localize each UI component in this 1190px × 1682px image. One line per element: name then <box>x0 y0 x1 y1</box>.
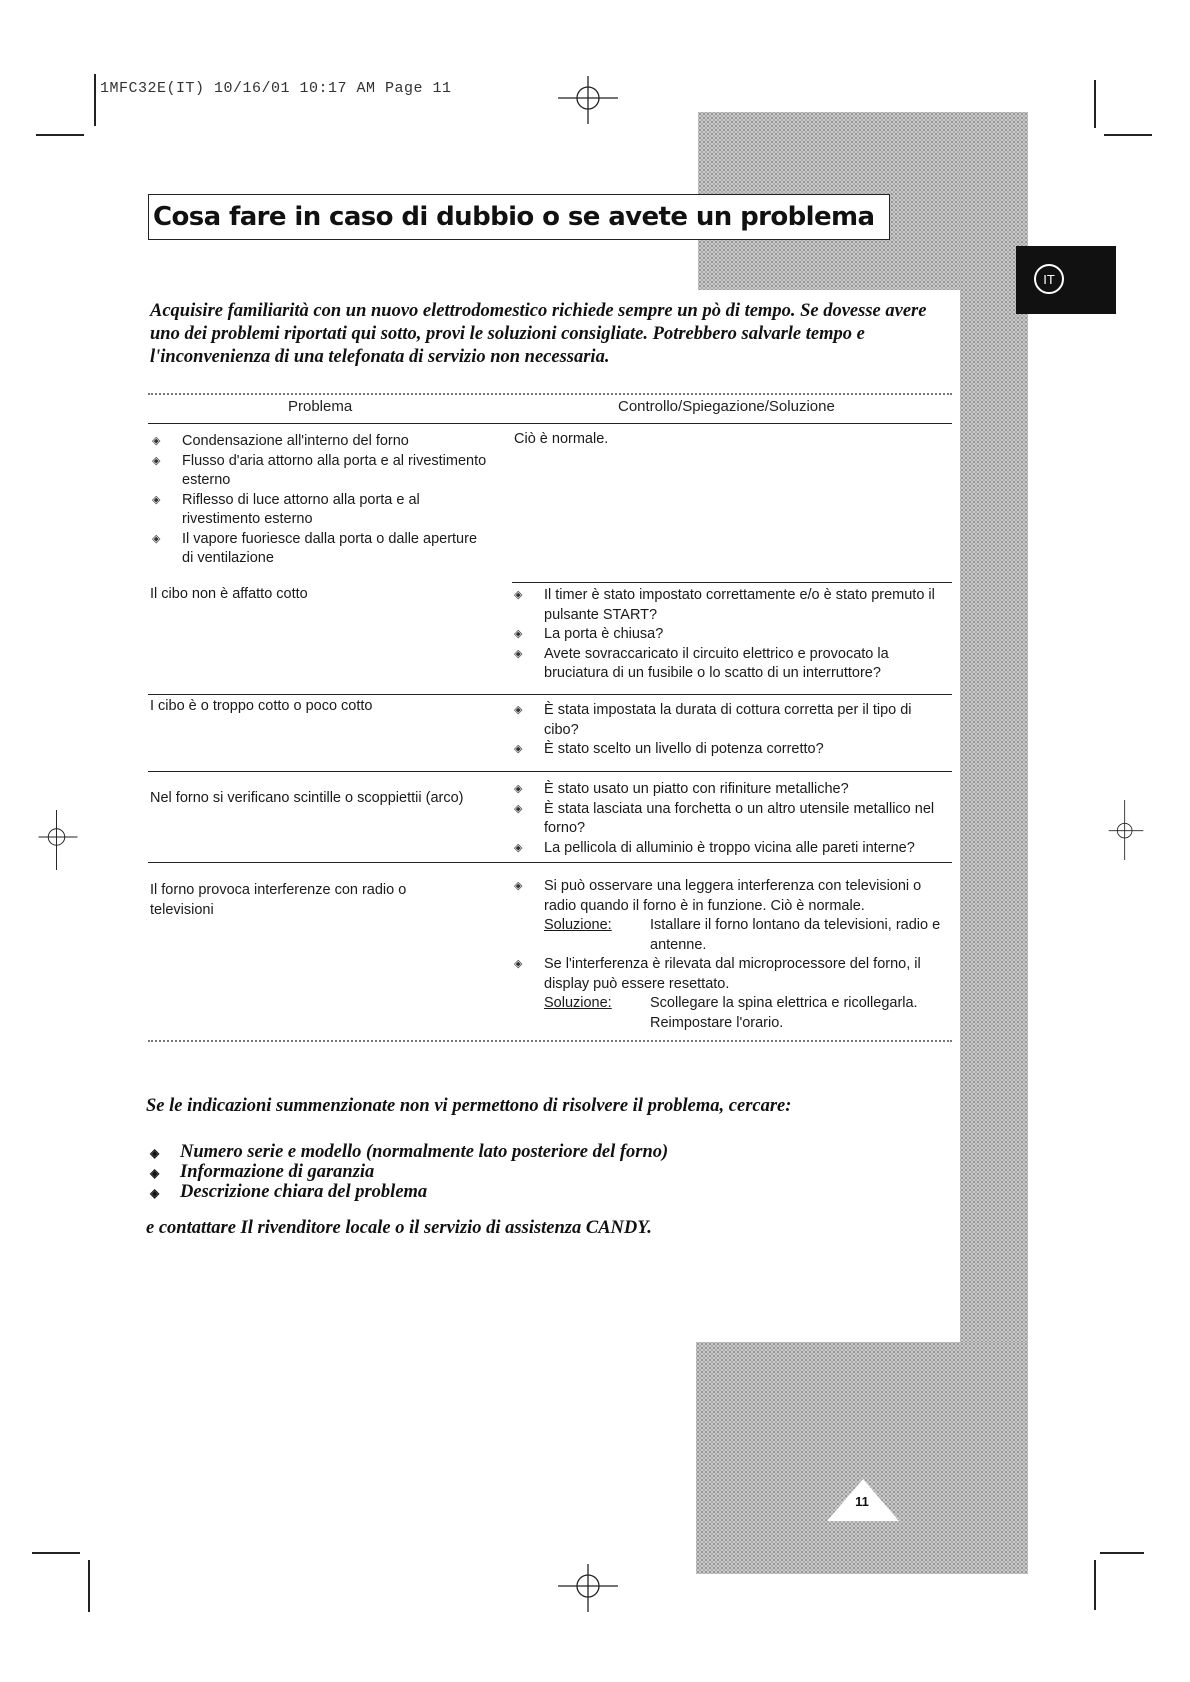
header-problem: Problema <box>288 398 353 415</box>
crop-mark <box>94 74 96 126</box>
bullet-icon: ◈ <box>150 1146 160 1160</box>
language-tab <box>1016 246 1116 314</box>
bullet-icon: ◈ <box>514 628 523 640</box>
bullet-icon: ◈ <box>514 589 523 601</box>
row3-check-list <box>510 701 950 760</box>
crop-mark <box>88 1560 90 1612</box>
bullet-icon: ◈ <box>150 1166 160 1180</box>
row1-problem-list <box>148 432 488 569</box>
header-solution: Controllo/Spiegazione/Soluzione <box>618 398 835 415</box>
bullet-icon: ◈ <box>514 743 523 755</box>
row4-check-cell <box>510 780 950 858</box>
registration-mark-top <box>558 72 618 132</box>
row2-check-cell <box>510 586 950 684</box>
registration-mark-right <box>1096 800 1156 860</box>
stipple-bottom <box>696 1342 1028 1574</box>
solution-line <box>544 994 950 1033</box>
page-title: Cosa fare in caso di dubbio o se avete un problema <box>153 202 875 232</box>
row5-check-cell <box>510 877 950 1033</box>
closing-list-wrap <box>146 1142 966 1202</box>
row2-check-list <box>510 586 950 684</box>
row-rule <box>148 694 952 695</box>
closing-outro: e contattare Il rivenditore locale o il servizio di assistenza CANDY. <box>146 1218 652 1238</box>
intro-paragraph: Acquisire familiarità con un nuovo elettrodomestico richiede sempre un pò di tempo. Se dovesse avere uno dei problemi riportati qui sotto, provi le soluzioni consigliate. Potrebbero salvarle tempo e l'inconvenienza di una telefonata di servizio non necessaria. <box>150 301 927 367</box>
list-item: ◈ Riflesso di luce attorno alla porta e al rivestimento esterno <box>152 491 420 527</box>
bullet-icon: ◈ <box>514 802 523 815</box>
crop-mark <box>1100 1552 1144 1554</box>
row3-problem: I cibo è o troppo cotto o poco cotto <box>150 698 373 714</box>
list-item: ◈ È stata impostata la durata di cottura corretta per il tipo di cibo? <box>514 702 912 738</box>
bullet-icon: ◈ <box>150 1186 160 1200</box>
bullet-icon: ◈ <box>514 880 523 892</box>
list-item: ◈ Informazione di garanzia <box>150 1162 375 1182</box>
list-item: ◈ La pellicola di alluminio è troppo vicina alle pareti interne? <box>510 839 950 859</box>
list-item: ◈ Se l'interferenza è rilevata dal microprocessore del forno, il display può essere resettato. Soluzione: Scollegare la spina elettrica e ricollegarla. Reimpostare l'orario. <box>510 955 950 1033</box>
bullet-icon: ◈ <box>152 493 161 506</box>
row5-problem: Il forno provoca interferenze con radio o televisioni <box>150 882 407 918</box>
crop-mark <box>1094 80 1096 128</box>
list-item: ◈ Flusso d'aria attorno alla porta e al rivestimento esterno <box>152 452 487 488</box>
crop-mark <box>32 1552 80 1554</box>
table-bottom-rule <box>148 1040 952 1042</box>
bullet-icon: ◈ <box>152 532 161 545</box>
list-item: ◈ Il timer è stato impostato correttamente e/o è stato premuto il pulsante START? <box>514 587 935 623</box>
row-rule <box>512 582 952 583</box>
bullet-icon: ◈ <box>514 841 523 854</box>
list-item: ◈ Numero serie e modello (normalmente lato posteriore del forno) <box>150 1142 669 1162</box>
list-item: ◈ È stato scelto un livello di potenza corretto? <box>510 740 950 760</box>
header-rule <box>148 423 952 424</box>
row1-solution: Ciò è normale. <box>514 431 609 447</box>
bullet-icon: ◈ <box>514 704 523 716</box>
solution-line <box>544 916 950 955</box>
solution-text: Scollegare la spina elettrica e ricollegarla. Reimpostare l'orario. <box>650 995 918 1031</box>
bullet-icon: ◈ <box>152 454 161 467</box>
closing-lead: Se le indicazioni summenzionate non vi permettono di risolvere il problema, cercare: <box>146 1096 792 1116</box>
solution-text: Istallare il forno lontano da televisioni, radio e antenne. <box>650 917 941 953</box>
registration-mark-left <box>28 810 88 870</box>
crop-mark <box>1094 1560 1096 1610</box>
bullet-icon: ◈ <box>514 958 523 970</box>
list-item: ◈ Condensazione all'interno del forno <box>148 432 488 452</box>
row3-check-cell <box>510 701 950 760</box>
row-rule <box>148 862 952 863</box>
list-item: ◈ Si può osservare una leggera interferenza con televisioni o radio quando il forno è in funzione. Ciò è normale. Soluzione: Istallare il forno lontano da televisioni, radio e antenne. <box>510 877 950 955</box>
list-item: ◈ Avete sovraccaricato il circuito elettrico e provocato la bruciatura di un fusibile o lo scatto di un interruttore? <box>514 645 889 681</box>
title-box <box>148 194 890 240</box>
solution-label: Soluzione: <box>544 995 612 1011</box>
print-header: 1MFC32E(IT) 10/16/01 10:17 AM Page 11 <box>100 80 452 97</box>
language-badge: IT <box>1034 264 1064 294</box>
table-top-rule <box>148 393 952 395</box>
list-item: ◈ Descrizione chiara del problema <box>150 1182 428 1202</box>
row4-problem: Nel forno si verificano scintille o scoppiettii (arco) <box>150 790 464 806</box>
bullet-icon: ◈ <box>514 783 523 795</box>
list-item: ◈ La porta è chiusa? <box>510 625 950 645</box>
solution-label: Soluzione: <box>544 917 612 933</box>
row2-problem: Il cibo non è affatto cotto <box>150 586 308 602</box>
crop-mark <box>1104 134 1152 136</box>
row1-problem-cell <box>148 432 488 569</box>
row-rule <box>148 771 952 772</box>
crop-mark <box>36 134 84 136</box>
page-number: 11 <box>855 1494 869 1509</box>
row5-check-list <box>510 877 950 1033</box>
list-item: ◈ È stata lasciata una forchetta o un altro utensile metallico nel forno? <box>514 800 935 836</box>
bullet-icon: ◈ <box>152 435 161 447</box>
list-item: ◈ Il vapore fuoriesce dalla porta o dalle aperture di ventilazione <box>152 530 478 566</box>
registration-mark-bottom <box>558 1556 618 1616</box>
list-item: ◈ È stato usato un piatto con rifiniture metalliche? <box>510 780 950 800</box>
bullet-icon: ◈ <box>514 647 523 660</box>
row4-check-list <box>510 780 950 858</box>
closing-list <box>146 1142 966 1202</box>
